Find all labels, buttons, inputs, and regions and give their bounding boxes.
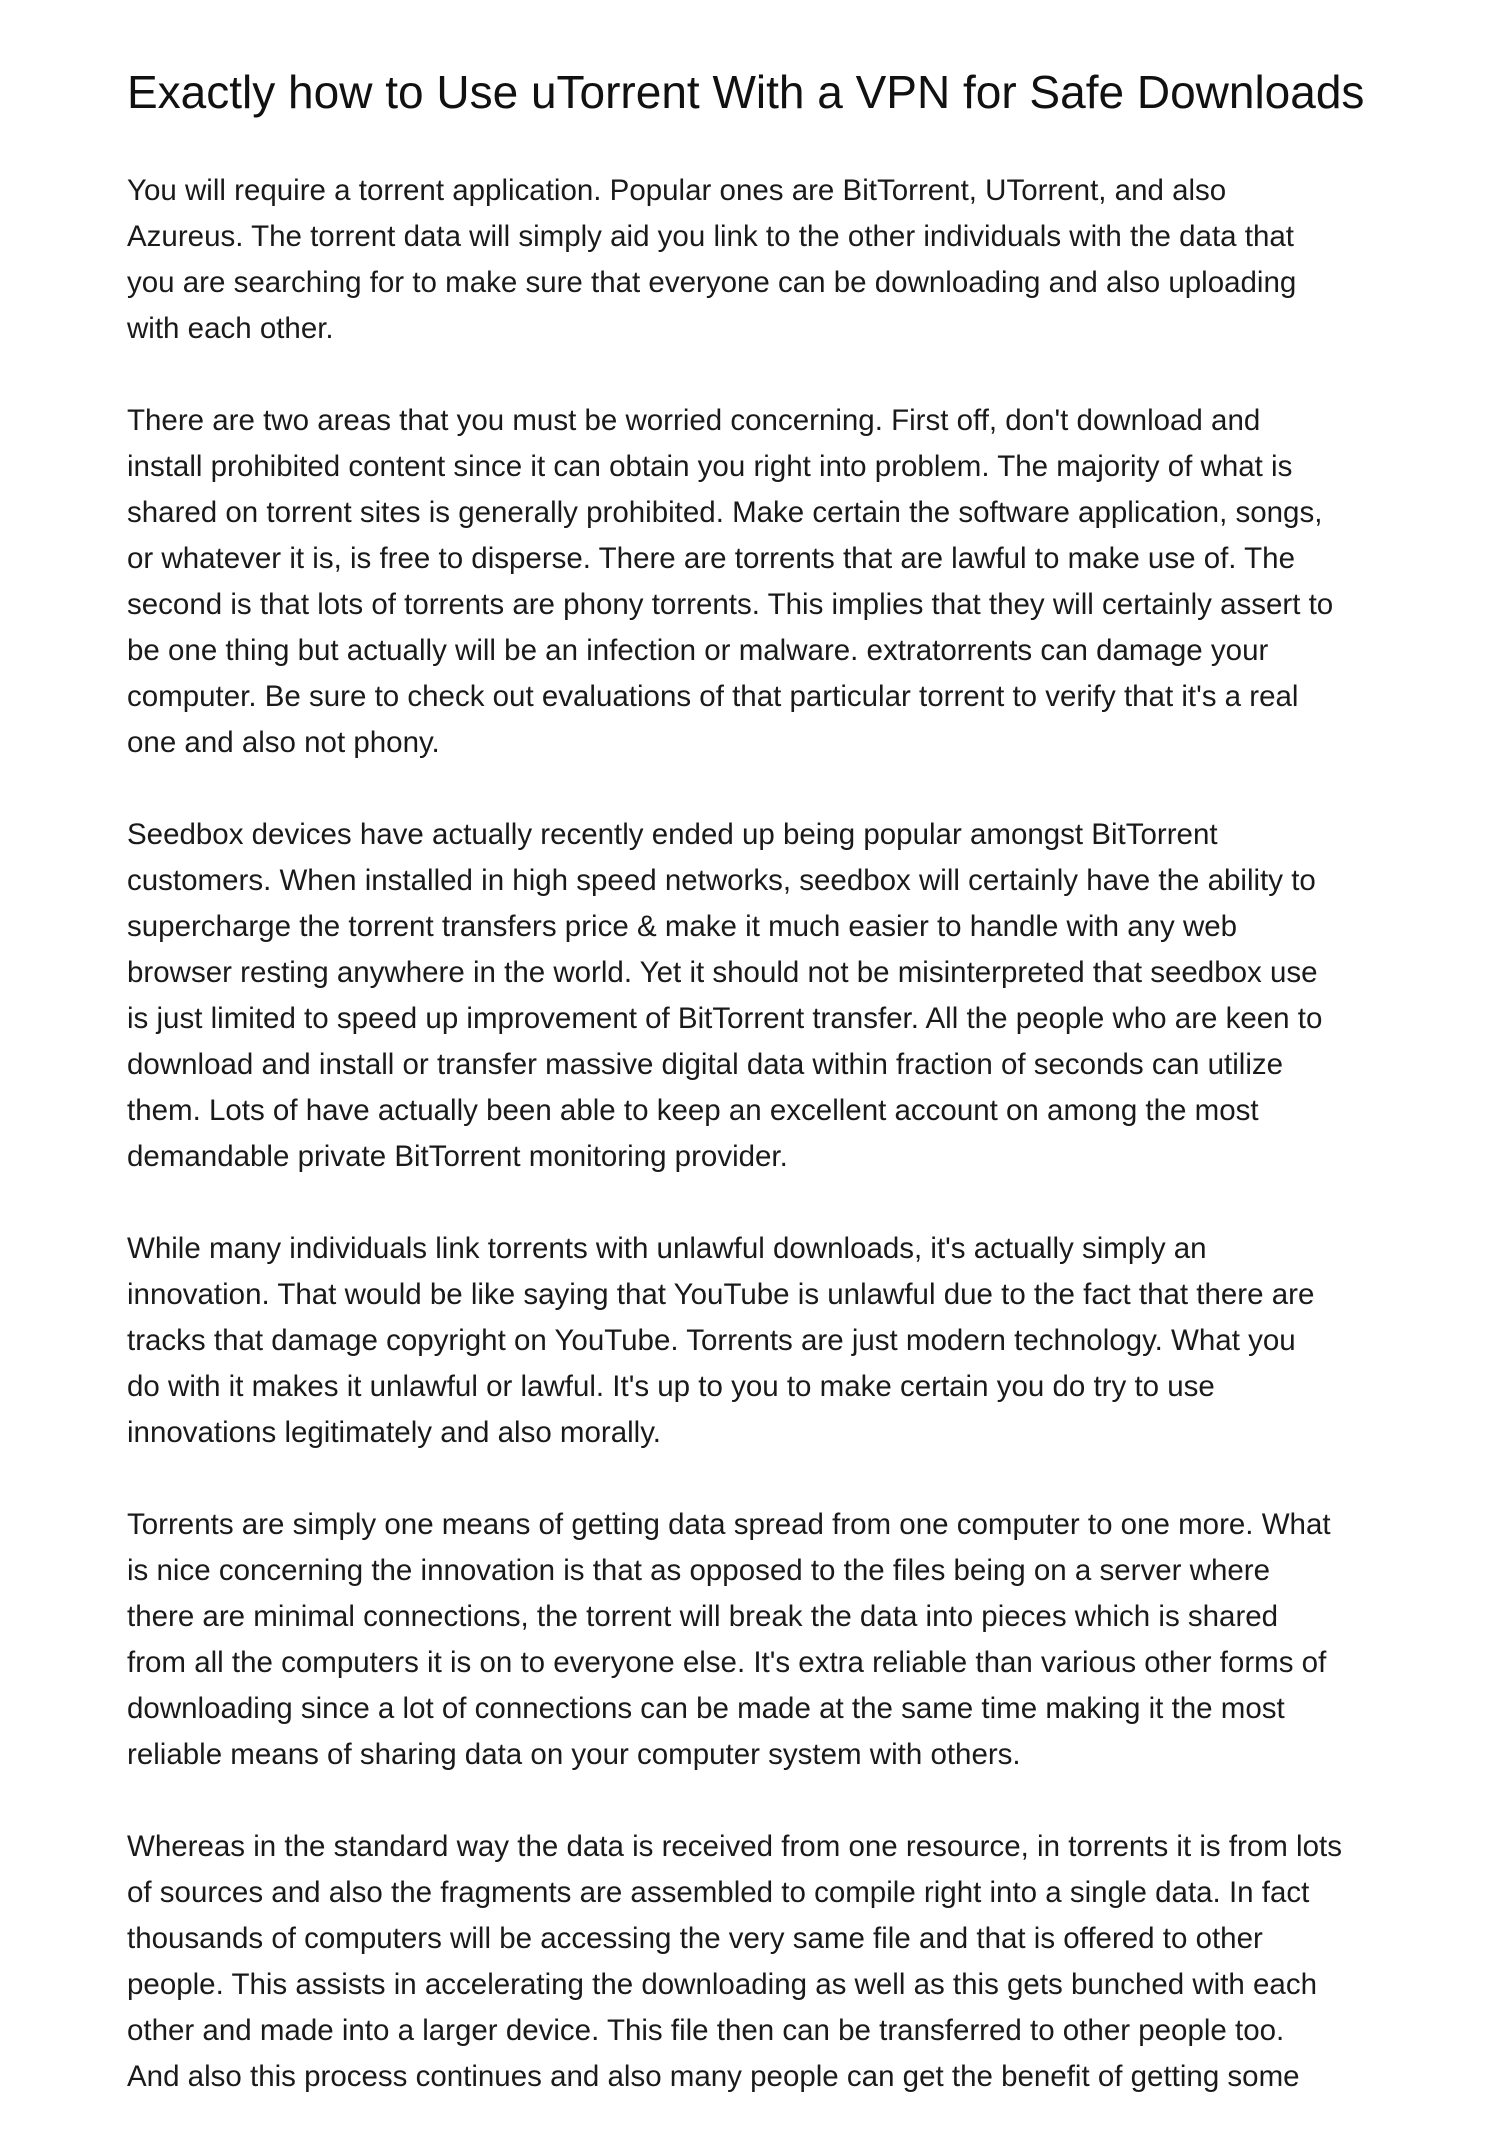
- paragraph-line: download and install or transfer massive digital data within fraction of seconds can utilize: [127, 1048, 1284, 1081]
- paragraph-line: one and also not phony.: [127, 726, 440, 759]
- paragraph-line: reliable means of sharing data on your computer system with others.: [127, 1738, 1021, 1771]
- paragraph-4: [127, 1226, 1387, 1456]
- paragraph-line: Torrents are simply one means of getting data spread from one computer to one more. What: [127, 1508, 1331, 1541]
- paragraph-line: supercharge the torrent transfers price & make it much easier to handle with any web: [127, 910, 1238, 943]
- paragraph-line: And also this process continues and also many people can get the benefit of getting some: [127, 2060, 1300, 2093]
- paragraph-line: from all the computers it is on to everyone else. It's extra reliable than various other forms of: [127, 1646, 1327, 1679]
- paragraph-line: Seedbox devices have actually recently ended up being popular amongst BitTorrent: [127, 818, 1218, 851]
- paragraph-line: people. This assists in accelerating the downloading as well as this gets bunched with each: [127, 1968, 1317, 2001]
- paragraph-line: You will require a torrent application. Popular ones are BitTorrent, UTorrent, and also: [127, 174, 1227, 207]
- paragraph-5: [127, 1502, 1387, 1778]
- paragraph-line: downloading since a lot of connections can be made at the same time making it the most: [127, 1692, 1285, 1725]
- paragraph-line: shared on torrent sites is generally prohibited. Make certain the software application, songs,: [127, 496, 1323, 529]
- paragraph-line: them. Lots of have actually been able to keep an excellent account on among the most: [127, 1094, 1259, 1127]
- paragraph-line: Whereas in the standard way the data is received from one resource, in torrents it is from lots: [127, 1830, 1342, 1863]
- paragraph-1: [127, 168, 1387, 352]
- paragraph-line: browser resting anywhere in the world. Yet it should not be misinterpreted that seedbox use: [127, 956, 1318, 989]
- paragraph-line: second is that lots of torrents are phony torrents. This implies that they will certainly assert to: [127, 588, 1334, 621]
- paragraph-line: is nice concerning the innovation is that as opposed to the files being on a server where: [127, 1554, 1271, 1587]
- paragraph-line: of sources and also the fragments are assembled to compile right into a single data. In fact: [127, 1876, 1310, 1909]
- paragraph-2: [127, 398, 1387, 766]
- paragraph-6: [127, 1824, 1387, 2100]
- paragraph-line: you are searching for to make sure that everyone can be downloading and also uploading: [127, 266, 1297, 299]
- document-title: Exactly how to Use uTorrent With a VPN for Safe Downloads: [127, 66, 1365, 118]
- paragraph-line: tracks that damage copyright on YouTube. Torrents are just modern technology. What you: [127, 1324, 1296, 1357]
- paragraph-line: While many individuals link torrents with unlawful downloads, it's actually simply an: [127, 1232, 1207, 1265]
- paragraph-line: with each other.: [127, 312, 334, 345]
- paragraph-line: install prohibited content since it can obtain you right into problem. The majority of what is: [127, 450, 1293, 483]
- paragraph-line: other and made into a larger device. This file then can be transferred to other people too.: [127, 2014, 1285, 2047]
- paragraph-line: or whatever it is, is free to disperse. There are torrents that are lawful to make use of. The: [127, 542, 1295, 575]
- paragraph-line: computer. Be sure to check out evaluations of that particular torrent to verify that it's a real: [127, 680, 1299, 713]
- document-page: [127, 60, 1387, 2146]
- paragraph-line: innovation. That would be like saying that YouTube is unlawful due to the fact that there are: [127, 1278, 1315, 1311]
- paragraph-line: be one thing but actually will be an infection or malware. extratorrents can damage your: [127, 634, 1269, 667]
- paragraph-3: [127, 812, 1387, 1180]
- paragraph-line: thousands of computers will be accessing the very same file and that is offered to other: [127, 1922, 1263, 1955]
- paragraph-line: Azureus. The torrent data will simply aid you link to the other individuals with the data that: [127, 220, 1294, 253]
- paragraph-line: do with it makes it unlawful or lawful. It's up to you to make certain you do try to use: [127, 1370, 1215, 1403]
- paragraph-line: demandable private BitTorrent monitoring provider.: [127, 1140, 788, 1173]
- paragraph-line: is just limited to speed up improvement of BitTorrent transfer. All the people who are keen to: [127, 1002, 1323, 1035]
- paragraph-line: There are two areas that you must be worried concerning. First off, don't download and: [127, 404, 1261, 437]
- paragraph-line: there are minimal connections, the torrent will break the data into pieces which is shared: [127, 1600, 1279, 1633]
- paragraph-line: innovations legitimately and also morally.: [127, 1416, 661, 1449]
- paragraph-line: customers. When installed in high speed networks, seedbox will certainly have the ability to: [127, 864, 1316, 897]
